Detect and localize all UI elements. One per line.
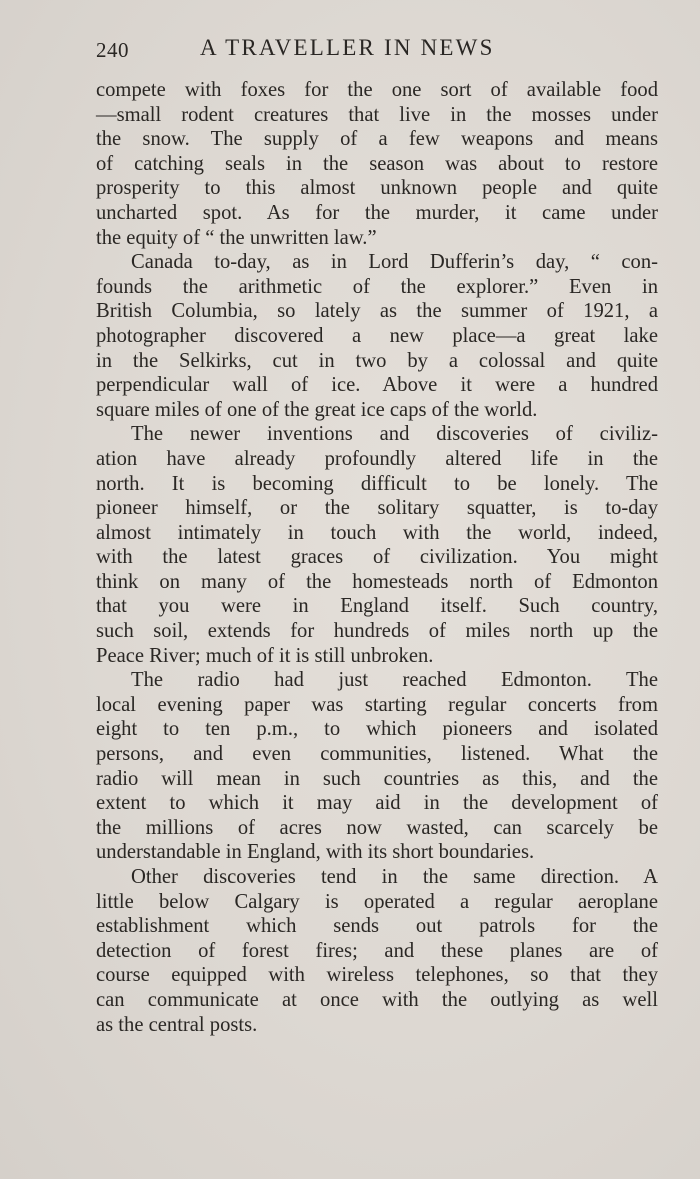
- text-line: little below Calgary is operated a regular aeroplane: [96, 890, 658, 913]
- text-line: uncharted spot. As for the murder, it came under: [96, 201, 658, 224]
- text-line: —small rodent creatures that live in the mosses under: [96, 103, 658, 126]
- text-line: such soil, extends for hundreds of miles north up the: [96, 620, 658, 643]
- text-line: Peace River; much of it is still unbroken.: [96, 644, 434, 667]
- text-line: that you were in England itself. Such country,: [96, 595, 658, 618]
- text-line: the millions of acres now wasted, can scarcely be: [96, 816, 658, 839]
- body-text: [96, 78, 658, 1037]
- text-line: of catching seals in the season was about to restore: [96, 152, 658, 175]
- text-line: Canada to-day, as in Lord Dufferin’s day, “ con-: [131, 251, 658, 274]
- text-line: the equity of “ the unwritten law.”: [96, 226, 377, 249]
- text-line: radio will mean in such countries as this, and the: [96, 767, 658, 790]
- text-line: with the latest graces of civilization. You might: [96, 546, 658, 569]
- text-line: prosperity to this almost unknown people and quite: [96, 177, 658, 200]
- text-line: founds the arithmetic of the explorer.” Even in: [96, 275, 658, 298]
- text-line: compete with foxes for the one sort of available food: [96, 79, 658, 101]
- text-line: perpendicular wall of ice. Above it were a hundred: [96, 374, 658, 397]
- text-line: square miles of one of the great ice caps of the world.: [96, 398, 538, 421]
- text-line: detection of forest fires; and these planes are of: [96, 939, 658, 962]
- running-title: A TRAVELLER IN NEWS: [200, 35, 495, 60]
- paragraph: [96, 250, 658, 422]
- paragraph: [96, 422, 658, 668]
- text-line: almost intimately in touch with the world, indeed,: [96, 521, 658, 544]
- text-line: ation have already profoundly altered life in the: [96, 447, 658, 470]
- text-line: as the central posts.: [96, 1013, 258, 1036]
- text-line: the snow. The supply of a few weapons and means: [96, 128, 658, 151]
- text-line: British Columbia, so lately as the summer of 1921, a: [96, 300, 658, 323]
- text-line: in the Selkirks, cut in two by a colossal and quite: [96, 349, 658, 372]
- text-line: extent to which it may aid in the development of: [96, 792, 658, 815]
- page-number: 240: [96, 38, 129, 62]
- page-header: [96, 30, 658, 70]
- paragraph: [96, 865, 658, 1037]
- text-line: local evening paper was starting regular concerts from: [96, 693, 658, 716]
- text-line: north. It is becoming difficult to be lonely. The: [96, 472, 658, 495]
- text-line: understandable in England, with its short boundaries.: [96, 841, 535, 864]
- text-line: eight to ten p.m., to which pioneers and isolated: [96, 718, 658, 741]
- text-line: pioneer himself, or the solitary squatter, is to-day: [96, 497, 658, 520]
- paragraph: [96, 78, 658, 250]
- text-line: Other discoveries tend in the same direction. A: [131, 866, 658, 888]
- paragraph: [96, 668, 658, 865]
- text-line: The radio had just reached Edmonton. The: [131, 669, 658, 692]
- text-line: persons, and even communities, listened. What the: [96, 743, 658, 766]
- text-line: can communicate at once with the outlying as well: [96, 988, 658, 1011]
- text-line: think on many of the homesteads north of Edmonton: [96, 570, 658, 593]
- text-line: establishment which sends out patrols for the: [96, 915, 658, 938]
- text-line: course equipped with wireless telephones, so that they: [96, 964, 658, 987]
- text-line: photographer discovered a new place—a great lake: [96, 324, 658, 347]
- text-line: The newer inventions and discoveries of civiliz-: [131, 423, 658, 446]
